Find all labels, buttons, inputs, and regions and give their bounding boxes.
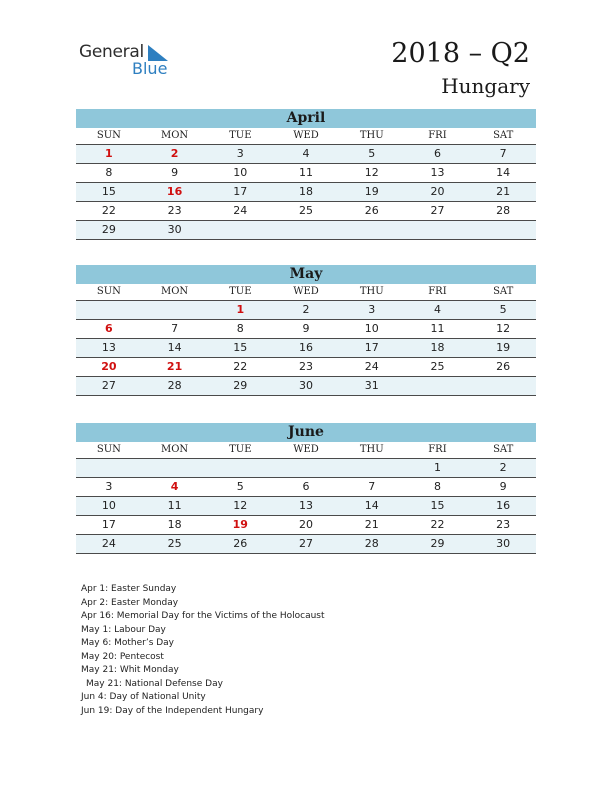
date-cell bbox=[76, 301, 142, 319]
date-cell: 19 bbox=[364, 185, 379, 198]
weekday-header-row bbox=[76, 128, 536, 145]
date-cell: 8 bbox=[105, 166, 113, 179]
weekday-label: FRI bbox=[428, 444, 447, 455]
date-cell: 12 bbox=[233, 499, 248, 512]
weekday-label: MON bbox=[160, 130, 189, 141]
date-cell: 22 bbox=[101, 204, 116, 217]
date-cell: 11 bbox=[430, 322, 445, 335]
date-cell: 6 bbox=[302, 480, 310, 493]
date-cell bbox=[339, 459, 405, 477]
date-cell bbox=[142, 301, 208, 319]
holiday-notes bbox=[81, 583, 325, 718]
date-cell: 27 bbox=[101, 379, 116, 392]
date-cell: 4 bbox=[433, 303, 441, 316]
weekday-label: TUE bbox=[229, 286, 252, 297]
date-cell: 3 bbox=[368, 303, 376, 316]
date-cell: 21 bbox=[496, 185, 511, 198]
date-cell: 12 bbox=[364, 166, 379, 179]
date-cell: 7 bbox=[499, 147, 507, 160]
date-cell: 25 bbox=[299, 204, 314, 217]
date-cell: 11 bbox=[167, 499, 182, 512]
holiday-note: May 21: National Defense Day bbox=[86, 678, 223, 689]
date-cell: 18 bbox=[167, 518, 182, 531]
date-cell: 2 bbox=[302, 303, 310, 316]
date-cell: 20 bbox=[299, 518, 314, 531]
date-cell: 23 bbox=[167, 204, 182, 217]
date-cell: 9 bbox=[171, 166, 179, 179]
weekday-label: SUN bbox=[96, 130, 121, 141]
date-cell: 3 bbox=[105, 480, 113, 493]
date-cell: 14 bbox=[167, 341, 182, 354]
date-cell: 23 bbox=[496, 518, 511, 531]
holiday-note: May 6: Mother’s Day bbox=[81, 638, 175, 648]
weekday-label: WED bbox=[293, 286, 319, 297]
holiday-note: Apr 16: Memorial Day for the Victims of the Holocaust bbox=[81, 611, 325, 621]
holiday-note: May 1: Labour Day bbox=[81, 624, 166, 635]
holiday-note: May 21: Whit Monday bbox=[81, 665, 179, 675]
date-cell: 29 bbox=[101, 223, 116, 236]
date-cell: 23 bbox=[299, 360, 314, 373]
holiday-date-cell: 1 bbox=[236, 303, 245, 316]
date-cell: 15 bbox=[233, 341, 248, 354]
weekday-label: FRI bbox=[428, 286, 447, 297]
date-cell bbox=[273, 459, 339, 477]
date-cell: 13 bbox=[101, 341, 116, 354]
date-cell: 16 bbox=[496, 499, 511, 512]
logo-text-general: General bbox=[79, 42, 144, 62]
weekday-label: SAT bbox=[493, 444, 514, 455]
holiday-note: Apr 2: Easter Monday bbox=[81, 597, 179, 608]
date-cell: 24 bbox=[364, 360, 379, 373]
weekday-label: THU bbox=[359, 444, 384, 455]
date-cell: 10 bbox=[101, 499, 116, 512]
date-cell bbox=[207, 221, 273, 239]
holiday-date-cell: 4 bbox=[170, 480, 179, 493]
date-cell: 24 bbox=[101, 537, 116, 550]
date-cell: 1 bbox=[433, 461, 441, 474]
date-cell: 26 bbox=[496, 360, 511, 373]
date-cell: 8 bbox=[236, 322, 244, 335]
date-cell: 5 bbox=[499, 303, 507, 316]
month-calendar-may bbox=[76, 265, 536, 396]
date-cell: 22 bbox=[233, 360, 248, 373]
weekday-label: SAT bbox=[493, 130, 514, 141]
holiday-date-cell: 6 bbox=[105, 322, 113, 335]
date-cell: 22 bbox=[430, 518, 445, 531]
holiday-date-cell: 20 bbox=[101, 360, 117, 373]
date-cell: 30 bbox=[299, 379, 314, 392]
date-cell: 14 bbox=[364, 499, 379, 512]
date-cell: 24 bbox=[233, 204, 248, 217]
weekday-label: SUN bbox=[96, 286, 121, 297]
date-cell bbox=[142, 459, 208, 477]
week-row bbox=[76, 478, 536, 497]
date-cell bbox=[207, 459, 273, 477]
weekday-label: MON bbox=[160, 444, 189, 455]
weekday-label: WED bbox=[293, 130, 319, 141]
date-cell: 25 bbox=[430, 360, 445, 373]
holiday-date-cell: 16 bbox=[166, 185, 183, 198]
week-row bbox=[76, 358, 536, 377]
date-cell bbox=[76, 459, 142, 477]
date-cell: 17 bbox=[364, 341, 379, 354]
week-row bbox=[76, 202, 536, 221]
generalblue-logo bbox=[79, 42, 189, 82]
date-cell: 18 bbox=[430, 341, 445, 354]
holiday-date-cell: 19 bbox=[232, 518, 248, 531]
date-cell: 29 bbox=[233, 379, 248, 392]
holiday-date-cell: 21 bbox=[166, 360, 183, 373]
week-row bbox=[76, 183, 536, 202]
month-title: June bbox=[76, 423, 536, 442]
week-row bbox=[76, 377, 536, 396]
date-cell: 3 bbox=[236, 147, 244, 160]
date-cell: 29 bbox=[430, 537, 445, 550]
date-cell bbox=[405, 377, 471, 395]
country-name: Hungary bbox=[441, 74, 530, 98]
date-cell: 10 bbox=[233, 166, 248, 179]
date-cell: 8 bbox=[433, 480, 441, 493]
date-cell: 5 bbox=[236, 480, 244, 493]
date-cell: 26 bbox=[233, 537, 248, 550]
date-cell: 2 bbox=[499, 461, 507, 474]
weekday-label: MON bbox=[160, 286, 189, 297]
week-row bbox=[76, 301, 536, 320]
date-cell: 13 bbox=[430, 166, 445, 179]
week-row bbox=[76, 164, 536, 183]
holiday-date-cell: 1 bbox=[105, 147, 113, 160]
week-row bbox=[76, 320, 536, 339]
page-title: 2018 – Q2 bbox=[391, 38, 530, 69]
weekday-label: THU bbox=[359, 130, 384, 141]
date-cell: 31 bbox=[364, 379, 379, 392]
holiday-note: May 20: Pentecost bbox=[81, 651, 164, 662]
week-row bbox=[76, 497, 536, 516]
date-cell: 18 bbox=[299, 185, 314, 198]
month-calendar-april bbox=[76, 109, 536, 240]
date-cell: 30 bbox=[167, 223, 182, 236]
holiday-note: Apr 1: Easter Sunday bbox=[81, 584, 177, 594]
week-row bbox=[76, 145, 536, 164]
date-cell: 11 bbox=[299, 166, 314, 179]
date-cell: 27 bbox=[430, 204, 445, 217]
date-cell: 5 bbox=[368, 147, 376, 160]
date-cell bbox=[470, 221, 536, 239]
date-cell bbox=[273, 221, 339, 239]
holiday-note: Jun 19: Day of the Independent Hungary bbox=[81, 705, 264, 716]
weekday-label: SUN bbox=[96, 444, 121, 455]
date-cell: 7 bbox=[171, 322, 179, 335]
date-cell: 28 bbox=[496, 204, 511, 217]
weekday-label: TUE bbox=[229, 444, 252, 455]
weekday-label: SAT bbox=[493, 286, 514, 297]
date-cell: 26 bbox=[364, 204, 379, 217]
date-cell: 7 bbox=[368, 480, 376, 493]
date-cell: 25 bbox=[167, 537, 182, 550]
date-cell: 17 bbox=[101, 518, 116, 531]
month-calendar-june bbox=[76, 423, 536, 554]
weekday-label: WED bbox=[293, 444, 319, 455]
date-cell: 28 bbox=[167, 379, 182, 392]
weekday-label: THU bbox=[359, 286, 384, 297]
date-cell: 9 bbox=[302, 322, 310, 335]
date-cell: 13 bbox=[299, 499, 314, 512]
date-cell: 28 bbox=[364, 537, 379, 550]
date-cell: 16 bbox=[299, 341, 314, 354]
date-cell: 15 bbox=[430, 499, 445, 512]
holiday-note: Jun 4: Day of National Unity bbox=[81, 692, 206, 702]
weekday-label: FRI bbox=[428, 130, 447, 141]
date-cell: 14 bbox=[496, 166, 511, 179]
date-cell: 27 bbox=[299, 537, 314, 550]
date-cell: 21 bbox=[364, 518, 379, 531]
month-title: May bbox=[76, 265, 536, 284]
week-row bbox=[76, 516, 536, 535]
date-cell: 9 bbox=[499, 480, 507, 493]
weekday-label: TUE bbox=[229, 130, 252, 141]
weekday-header-row bbox=[76, 442, 536, 459]
date-cell: 19 bbox=[496, 341, 511, 354]
week-row bbox=[76, 339, 536, 358]
date-cell: 30 bbox=[496, 537, 511, 550]
date-cell: 12 bbox=[496, 322, 511, 335]
month-title: April bbox=[76, 109, 536, 128]
date-cell bbox=[470, 377, 536, 395]
date-cell: 20 bbox=[430, 185, 445, 198]
week-row bbox=[76, 221, 536, 240]
date-cell bbox=[339, 221, 405, 239]
holiday-date-cell: 2 bbox=[170, 147, 179, 160]
date-cell: 17 bbox=[233, 185, 248, 198]
date-cell: 4 bbox=[302, 147, 310, 160]
date-cell: 10 bbox=[364, 322, 379, 335]
week-row bbox=[76, 535, 536, 554]
date-cell bbox=[405, 221, 471, 239]
weekday-header-row bbox=[76, 284, 536, 301]
date-cell: 6 bbox=[433, 147, 441, 160]
week-row bbox=[76, 459, 536, 478]
logo-text-blue: Blue bbox=[132, 59, 168, 78]
date-cell: 15 bbox=[101, 185, 116, 198]
